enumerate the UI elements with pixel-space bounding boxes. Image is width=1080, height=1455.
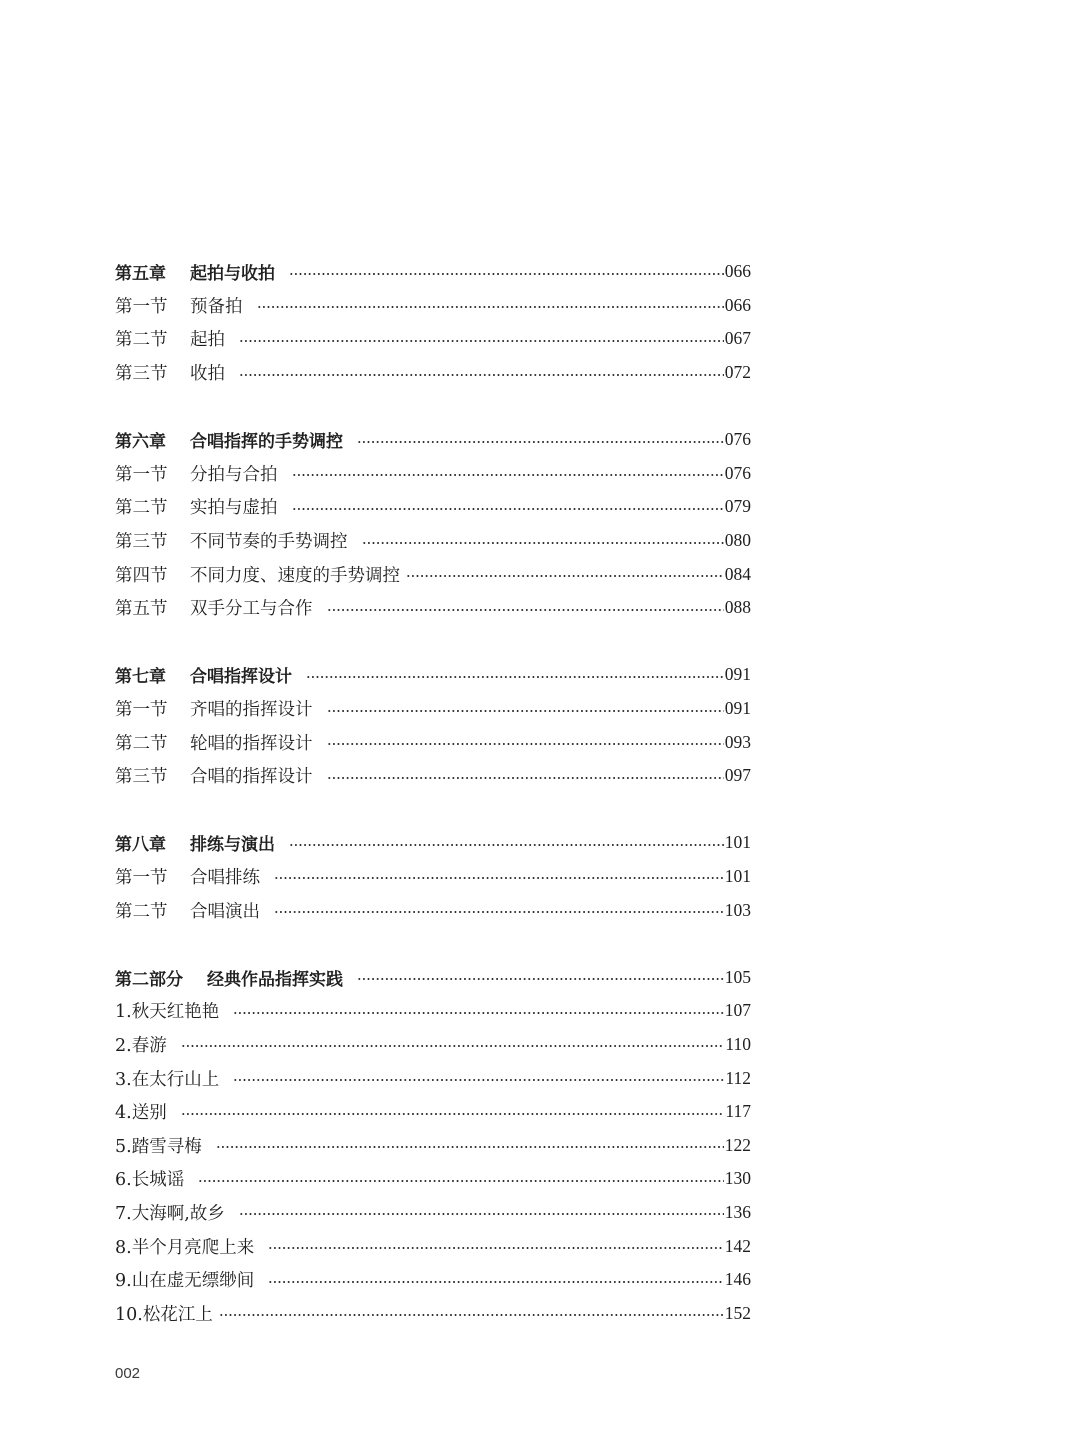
table-of-contents [115, 255, 751, 1364]
section-number: 第二节 [115, 733, 168, 754]
part-group-2 [115, 960, 751, 1330]
dot-leader [268, 1247, 724, 1249]
page-number: 084 [724, 563, 751, 584]
section-title: 合唱排练 [190, 867, 260, 888]
section-title: 不同力度、速度的手势调控 [190, 565, 400, 586]
toc-section-entry[interactable] [115, 289, 751, 323]
song-title: 2.春游 [115, 1035, 167, 1056]
page-number: 136 [724, 1201, 751, 1222]
page-number: 122 [724, 1134, 751, 1155]
section-title: 不同节奏的手势调控 [190, 532, 348, 553]
chapter-group-8 [115, 826, 751, 927]
section-number: 第四节 [115, 565, 168, 586]
chapter-number: 第七章 [115, 667, 166, 688]
toc-part-entry[interactable] [115, 960, 751, 994]
section-title: 起拍 [190, 330, 225, 351]
toc-section-entry[interactable] [115, 457, 751, 491]
page-number: 072 [724, 362, 751, 383]
chapter-title: 合唱指挥的手势调控 [190, 432, 343, 453]
section-number: 第一节 [115, 700, 168, 721]
toc-section-entry[interactable] [115, 557, 751, 591]
dot-leader [268, 1281, 724, 1283]
section-number: 第五节 [115, 599, 168, 620]
dot-leader [239, 374, 724, 376]
song-title: 5.踏雪寻梅 [115, 1136, 202, 1157]
chapter-title: 排练与演出 [190, 835, 275, 856]
toc-section-entry[interactable] [115, 524, 751, 558]
dot-leader [239, 1213, 724, 1215]
toc-song-entry[interactable] [115, 1028, 751, 1062]
dot-leader [327, 710, 724, 712]
section-number: 第二节 [115, 901, 168, 922]
page-number: 097 [724, 765, 751, 786]
chapter-number: 第五章 [115, 264, 166, 285]
song-title: 4.送别 [115, 1103, 167, 1124]
page-number: 107 [724, 1000, 751, 1021]
dot-leader [292, 474, 724, 476]
song-title: 8.半个月亮爬上来 [115, 1237, 255, 1258]
page-number: 088 [724, 597, 751, 618]
toc-song-entry[interactable] [115, 994, 751, 1028]
dot-leader [216, 1146, 724, 1148]
chapter-number: 第八章 [115, 835, 166, 856]
section-number: 第三节 [115, 364, 168, 385]
toc-song-entry[interactable] [115, 1162, 751, 1196]
chapter-number: 第六章 [115, 432, 166, 453]
page-number: 146 [724, 1269, 751, 1290]
section-title: 齐唱的指挥设计 [190, 700, 313, 721]
part-title: 经典作品指挥实践 [207, 969, 343, 990]
section-title: 实拍与虚拍 [190, 498, 278, 519]
section-title: 合唱的指挥设计 [190, 767, 313, 788]
page-number: 101 [724, 832, 751, 853]
page-number: 101 [724, 865, 751, 886]
chapter-title: 起拍与收拍 [190, 264, 275, 285]
section-number: 第三节 [115, 532, 168, 553]
page-number: 079 [724, 496, 751, 517]
toc-song-entry[interactable] [115, 1263, 751, 1297]
chapter-group-7 [115, 658, 751, 792]
dot-leader [406, 575, 724, 577]
dot-leader [274, 911, 724, 913]
page-number: 066 [724, 294, 751, 315]
dot-leader [274, 877, 724, 879]
toc-chapter-entry[interactable] [115, 826, 751, 860]
dot-leader [257, 306, 724, 308]
chapter-title: 合唱指挥设计 [190, 667, 292, 688]
part-number: 第二部分 [115, 969, 183, 990]
dot-leader [292, 508, 724, 510]
toc-section-entry[interactable] [115, 322, 751, 356]
toc-song-entry[interactable] [115, 1229, 751, 1263]
toc-section-entry[interactable] [115, 893, 751, 927]
page-number: 117 [725, 1101, 751, 1122]
section-title: 分拍与合拍 [190, 464, 278, 485]
dot-leader [327, 743, 724, 745]
dot-leader [362, 542, 724, 544]
toc-section-entry[interactable] [115, 860, 751, 894]
page-number: 076 [724, 462, 751, 483]
page-number: 080 [724, 530, 751, 551]
chapter-group-5 [115, 255, 751, 389]
toc-chapter-entry[interactable] [115, 255, 751, 289]
toc-song-entry[interactable] [115, 1296, 751, 1330]
toc-section-entry[interactable] [115, 591, 751, 625]
page-number: 076 [724, 429, 751, 450]
page-number: 066 [724, 261, 751, 282]
section-title: 轮唱的指挥设计 [190, 733, 313, 754]
dot-leader [289, 844, 724, 846]
page-number: 091 [724, 698, 751, 719]
page-number: 091 [724, 664, 751, 685]
toc-section-entry[interactable] [115, 725, 751, 759]
section-number: 第二节 [115, 330, 168, 351]
toc-section-entry[interactable] [115, 759, 751, 793]
toc-song-entry[interactable] [115, 1061, 751, 1095]
page-number: 130 [724, 1168, 751, 1189]
page-number: 093 [724, 731, 751, 752]
section-number: 第二节 [115, 498, 168, 519]
page-number: 112 [725, 1067, 751, 1088]
song-title: 1.秋天红艳艳 [115, 1002, 220, 1023]
song-title: 10.松花江上 [115, 1304, 213, 1325]
section-number: 第三节 [115, 767, 168, 788]
dot-leader [327, 609, 724, 611]
section-title: 合唱演出 [190, 901, 260, 922]
page-number: 142 [724, 1235, 751, 1256]
page-folio: 002 [115, 1365, 141, 1382]
section-number: 第一节 [115, 464, 168, 485]
dot-leader [181, 1045, 725, 1047]
dot-leader [289, 273, 724, 275]
page-number: 110 [725, 1033, 751, 1054]
dot-leader [233, 1079, 724, 1081]
song-title: 7.大海啊,故乡 [115, 1203, 225, 1224]
section-title: 收拍 [190, 364, 225, 385]
page-number: 152 [724, 1302, 751, 1323]
dot-leader [198, 1180, 724, 1182]
dot-leader [357, 441, 724, 443]
page-number: 103 [724, 899, 751, 920]
toc-song-entry[interactable] [115, 1196, 751, 1230]
dot-leader [181, 1113, 725, 1115]
toc-chapter-entry[interactable] [115, 423, 751, 457]
toc-song-entry[interactable] [115, 1128, 751, 1162]
chapter-group-6 [115, 423, 751, 625]
song-title: 9.山在虚无缥缈间 [115, 1271, 255, 1292]
song-title: 6.长城谣 [115, 1170, 185, 1191]
section-number: 第一节 [115, 296, 168, 317]
song-title: 3.在太行山上 [115, 1069, 220, 1090]
toc-song-entry[interactable] [115, 1095, 751, 1129]
toc-section-entry[interactable] [115, 490, 751, 524]
toc-section-entry[interactable] [115, 692, 751, 726]
dot-leader [327, 777, 724, 779]
page-number: 105 [724, 966, 751, 987]
section-title: 预备拍 [190, 296, 243, 317]
section-number: 第一节 [115, 867, 168, 888]
dot-leader [233, 1012, 724, 1014]
dot-leader [219, 1314, 724, 1316]
page-number: 067 [724, 328, 751, 349]
dot-leader [239, 340, 724, 342]
dot-leader [306, 676, 724, 678]
dot-leader [357, 978, 724, 980]
section-title: 双手分工与合作 [190, 599, 313, 620]
toc-chapter-entry[interactable] [115, 658, 751, 692]
toc-section-entry[interactable] [115, 356, 751, 390]
